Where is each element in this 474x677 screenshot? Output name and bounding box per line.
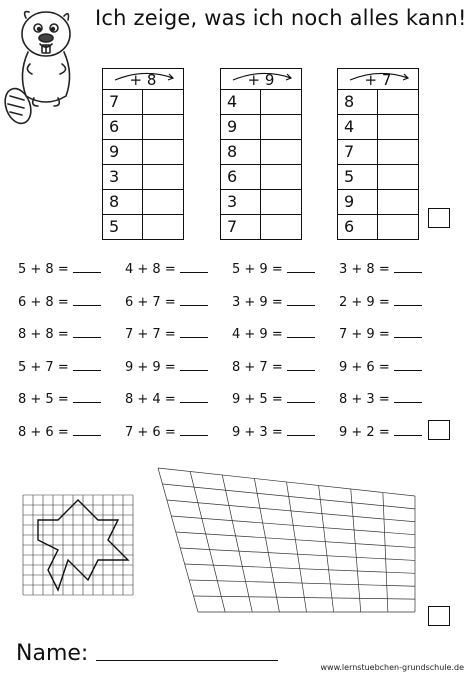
table-row: 7 [338,140,418,165]
footer-url: www.lernstuebchen-grundschule.de [320,663,464,672]
score-box-tables[interactable] [428,208,450,228]
answer-blank[interactable] [180,360,208,371]
addition-table-1 [102,68,184,240]
equation: 3 + 9 = [232,295,339,328]
answer-blank[interactable] [180,392,208,403]
equation: 8 + 7 = [232,360,339,393]
answer-blank[interactable] [73,262,101,273]
equation: 4 + 8 = [125,262,232,295]
table-row: 5 [338,165,418,190]
answer-cell[interactable] [378,165,418,189]
table-row: 7 [221,215,301,239]
answer-cell[interactable] [143,140,183,164]
score-box-equations[interactable] [428,420,450,440]
answer-blank[interactable] [73,392,101,403]
answer-cell[interactable] [261,215,301,239]
equation: 8 + 3 = [339,392,446,425]
equation: 8 + 4 = [125,392,232,425]
answer-blank[interactable] [73,360,101,371]
answer-blank[interactable] [73,295,101,306]
equation: 2 + 9 = [339,295,446,328]
square-grid-with-shape[interactable] [18,490,138,602]
answer-blank[interactable] [287,392,315,403]
distorted-grid[interactable] [150,466,420,614]
operator-label: + 9 [247,71,275,89]
equation: 7 + 9 = [339,327,446,360]
answer-blank[interactable] [394,295,422,306]
curved-arrow-icon [109,70,179,82]
answer-cell[interactable] [261,115,301,139]
answer-blank[interactable] [180,327,208,338]
answer-cell[interactable] [143,190,183,214]
table-row: 6 [221,165,301,190]
answer-blank[interactable] [180,295,208,306]
equation: 5 + 9 = [232,262,339,295]
answer-cell[interactable] [143,165,183,189]
equation: 8 + 8 = [18,327,125,360]
answer-cell[interactable] [378,140,418,164]
answer-cell[interactable] [378,90,418,114]
answer-blank[interactable] [287,262,315,273]
answer-cell[interactable] [261,90,301,114]
equation: 8 + 5 = [18,392,125,425]
answer-blank[interactable] [73,425,101,436]
table-row: 9 [221,115,301,140]
table-row: 3 [221,190,301,215]
equation: 8 + 6 = [18,425,125,458]
equation: 3 + 8 = [339,262,446,295]
page-title: Ich zeige, was ich noch alles kann! [95,6,467,30]
answer-cell[interactable] [378,215,418,239]
equation: 9 + 6 = [339,360,446,393]
equation: 6 + 8 = [18,295,125,328]
addition-table-2 [220,68,302,240]
operator-label: + 8 [129,71,157,89]
answer-cell[interactable] [261,165,301,189]
answer-blank[interactable] [394,262,422,273]
answer-blank[interactable] [287,327,315,338]
answer-cell[interactable] [261,140,301,164]
table-row: 6 [338,215,418,239]
table-row: 5 [103,215,183,239]
answer-cell[interactable] [143,90,183,114]
equation: 9 + 9 = [125,360,232,393]
answer-blank[interactable] [287,360,315,371]
curved-arrow-icon [227,70,297,82]
equation: 7 + 7 = [125,327,232,360]
answer-cell[interactable] [261,190,301,214]
equation: 7 + 6 = [125,425,232,458]
beaver-icon [4,4,94,129]
equation-grid [18,262,446,457]
table-row: 3 [103,165,183,190]
name-label: Name: [16,641,89,666]
table-row: 8 [338,90,418,115]
answer-blank[interactable] [180,262,208,273]
table-row: 8 [221,140,301,165]
answer-blank[interactable] [287,295,315,306]
table-row: 6 [103,115,183,140]
equation: 5 + 8 = [18,262,125,295]
table-row: 7 [103,90,183,115]
equation: 9 + 3 = [232,425,339,458]
answer-blank[interactable] [394,360,422,371]
equation: 5 + 7 = [18,360,125,393]
answer-cell[interactable] [143,115,183,139]
addition-table-3 [337,68,419,240]
score-box-grid[interactable] [428,606,450,626]
answer-cell[interactable] [378,190,418,214]
equation: 9 + 5 = [232,392,339,425]
name-input-line[interactable] [96,660,278,661]
table-row: 4 [338,115,418,140]
equation: 4 + 9 = [232,327,339,360]
table-row: 8 [103,190,183,215]
equation: 9 + 2 = [339,425,446,458]
answer-cell[interactable] [378,115,418,139]
operator-label: + 7 [364,71,392,89]
answer-blank[interactable] [73,327,101,338]
answer-blank[interactable] [287,425,315,436]
answer-blank[interactable] [394,425,422,436]
table-row: 9 [338,190,418,215]
answer-blank[interactable] [394,392,422,403]
table-row: 4 [221,90,301,115]
equation: 6 + 7 = [125,295,232,328]
curved-arrow-icon [344,70,414,82]
answer-blank[interactable] [394,327,422,338]
answer-blank[interactable] [180,425,208,436]
answer-cell[interactable] [143,215,183,239]
table-row: 9 [103,140,183,165]
